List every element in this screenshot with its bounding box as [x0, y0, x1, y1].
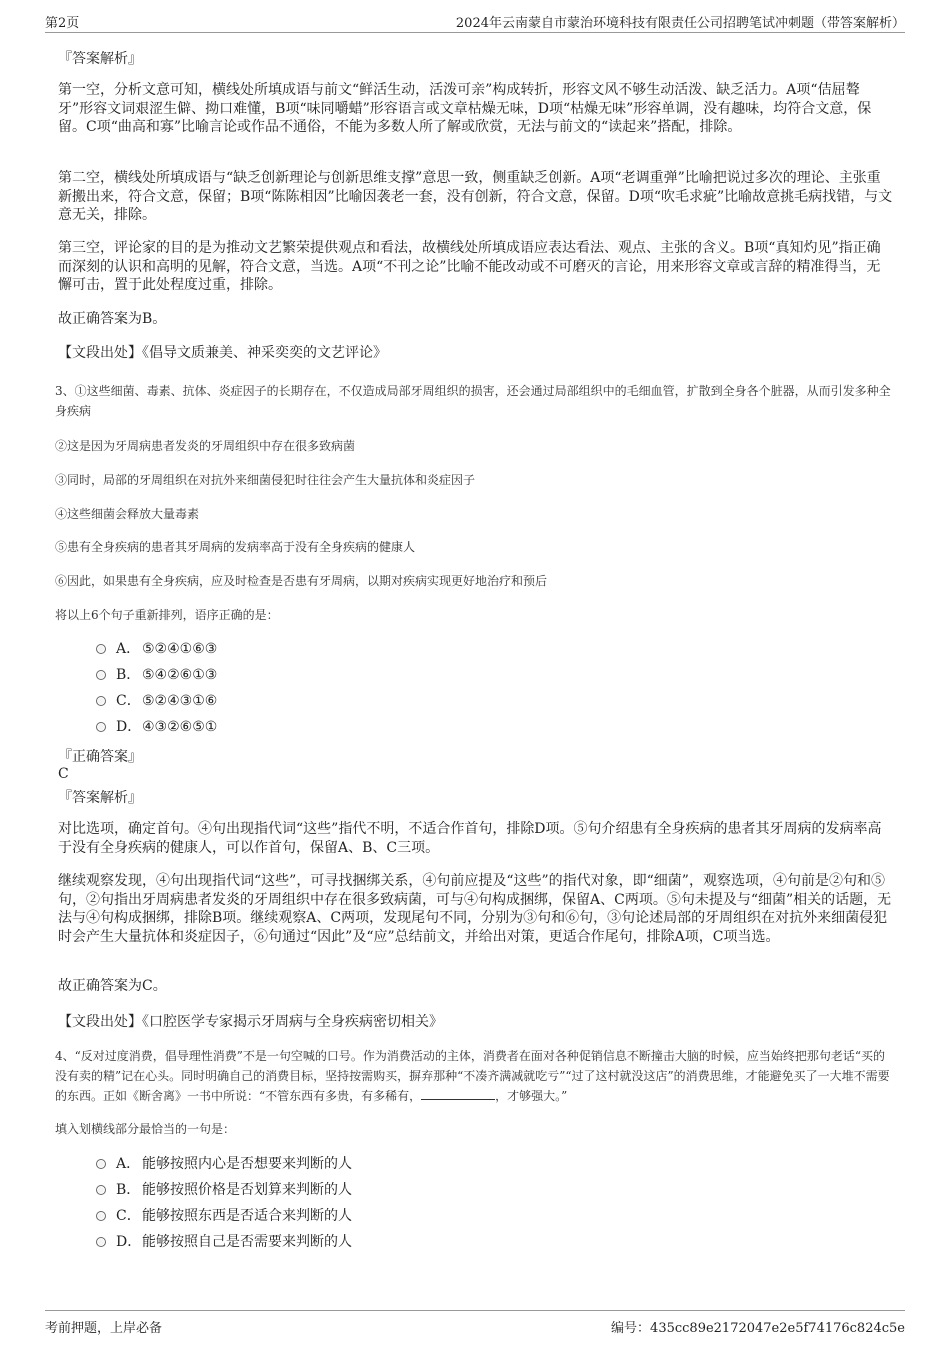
question-3-option-b[interactable]: B． ⑤④②⑥①③ [96, 666, 217, 684]
question-3-prompt: 将以上6个句子重新排列，语序正确的是： [55, 608, 279, 622]
document-title: 2024年云南蒙自市蒙治环境科技有限责任公司招聘笔试冲刺题（带答案解析） [455, 16, 905, 31]
question-3-sentence-6: ⑥因此，如果患有全身疾病，应及时检查是否患有牙周病，以期对疾病实现更好地治疗和预后 [55, 574, 548, 588]
question-3-sentence-5: ⑤患有全身疾病的患者其牙周病的发病率高于没有全身疾病的健康人 [55, 540, 416, 554]
radio-icon[interactable] [96, 1237, 106, 1247]
radio-icon[interactable] [96, 1211, 106, 1221]
question-3-sentence-2: ②这是因为牙周病患者发炎的牙周组织中存在很多致病菌 [55, 439, 356, 453]
analysis-conclusion: 故正确答案为B。 [58, 311, 167, 327]
analysis-paragraph-1: 第一空，分析文意可知，横线处所填成语与前文“鲜活生动，活泼可亲”构成转折，形容文风不够生动活泼、缺乏活力。A项“佶屈聱牙”形容文词艰涩生僻、拗口难懂，B项“味同嚼蜡”形容语言或文章枯燥无味，D项“枯燥无味”形容单调，没有趣味，均符合文意，保留。C项“曲高和寡”比喻言论或作品不通俗，不能为多数人所了解或欣赏，无法与前文的“读起来”搭配，排除。 [58, 82, 872, 135]
question-4-stem: 4、“反对过度消费，倡导理性消费”不是一句空喊的口号。作为消费活动的主体，消费者在面对各种促销信息不断撞击大脑的时候，应当始终把那句老话“买的没有卖的精”记在心头。同时明确自己的消费目标，坚持按需购买，摒弃那种“不凑齐满减就吃亏”“过了这村就没这店”的消费思维，才能避免买了一大堆不需要的东西。正如《断舍离》一书中所说：“不管东西有多贵，有多稀有， ，才够强大。” [55, 1049, 890, 1103]
radio-icon[interactable] [96, 670, 106, 680]
radio-icon[interactable] [96, 722, 106, 732]
question-4-option-d[interactable]: D．能够按照自己是否需要来判断的人 [96, 1233, 352, 1251]
radio-icon[interactable] [96, 644, 106, 654]
analysis-paragraph-1: 对比选项，确定首句。④句出现指代词“这些”指代不明，不适合作首句，排除D项。⑤句介绍患有全身疾病的患者其牙周病的发病率高于没有全身疾病的健康人，可以作首句，保留A、B、C三项。 [58, 821, 882, 856]
answer-blank [421, 1087, 495, 1100]
correct-answer-tag: 『正确答案』 [58, 749, 142, 765]
radio-icon[interactable] [96, 1159, 106, 1169]
source-citation: 【文段出处】《口腔医学专家揭示牙周病与全身疾病密切相关》 [58, 1014, 443, 1030]
radio-icon[interactable] [96, 696, 106, 706]
page-header [45, 12, 905, 33]
question-3-option-d[interactable]: D．④③②⑥⑤① [96, 718, 217, 736]
question-3-option-a[interactable]: A． ⑤②④①⑥③ [96, 640, 217, 658]
question-4-option-c[interactable]: C．能够按照东西是否适合来判断的人 [96, 1207, 352, 1225]
analysis-paragraph-2: 第二空，横线处所填成语与“缺乏创新理论与创新思维支撑”意思一致，侧重缺乏创新。A项“老调重弹”比喻把说过多次的理论、主张重新搬出来，符合文意，保留；B项“陈陈相因”比喻因袭老一套，没有创新，符合文意，保留。D项“吹毛求疵”比喻故意挑毛病找错，与文意无关，排除。 [58, 170, 893, 223]
page-number: 第2页 [45, 16, 80, 31]
page-footer [45, 1310, 905, 1336]
analysis-tag: 『答案解析』 [58, 790, 142, 806]
source-citation: 【文段出处】《倡导文质兼美、神采奕奕的文艺评论》 [58, 345, 387, 361]
analysis-paragraph-3: 第三空，评论家的目的是为推动文艺繁荣提供观点和看法，故横线处所填成语应表达看法、观点、主张的含义。B项“真知灼见”指正确而深刻的认识和高明的见解，符合文意，当选。A项“不刊之论”比喻不能改动或不可磨灭的言论，用来形容文章或言辞的精准得当，无懈可击，置于此处程度过重，排除。 [58, 240, 881, 293]
question-4-option-a[interactable]: A． 能够按照内心是否想要来判断的人 [96, 1155, 352, 1173]
document-id: 编号：435cc89e2172047e2e5f74176c824c5e [611, 1321, 905, 1336]
radio-icon[interactable] [96, 1185, 106, 1195]
correct-answer: C [58, 766, 69, 782]
question-3-sentence-1: 3、①这些细菌、毒素、抗体、炎症因子的长期存在，不仅造成局部牙周组织的损害，还会通过局部组织中的毛细血管，扩散到全身各个脏器，从而引发多种全身疾病 [55, 384, 891, 418]
question-3-sentence-4: ④这些细菌会释放大量毒素 [55, 507, 200, 521]
analysis-paragraph-2: 继续观察发现，④句出现指代词“这些”，可寻找捆绑关系，④句前应提及“这些”的指代对象，即“细菌”，观察选项，④句前是②句和⑤句，②句指出牙周病患者发炎的牙周组织中存在很多致病菌，可与④句构成捆绑，保留A、C两项。⑤句未提及与“细菌”相关的话题，无法与④句构成捆绑，排除B项。继续观察A、C两项，发现尾句不同，分别为③句和⑥句，③句论述局部的牙周组织在对抗外来细菌侵犯时会产生大量抗体和炎症因子，⑥句通过“因此”及“应”总结前文，并给出对策，更适合作尾句，排除A项，C项当选。 [58, 873, 892, 945]
footer-slogan: 考前押题，上岸必备 [45, 1321, 163, 1336]
analysis-conclusion: 故正确答案为C。 [58, 978, 167, 994]
question-3-sentence-3: ③同时，局部的牙周组织在对抗外来细菌侵犯时往往会产生大量抗体和炎症因子 [55, 473, 476, 487]
question-4-option-b[interactable]: B． 能够按照价格是否划算来判断的人 [96, 1181, 352, 1199]
question-3-option-c[interactable]: C．⑤②④③①⑥ [96, 692, 217, 710]
analysis-tag: 『答案解析』 [58, 51, 142, 67]
question-4-prompt: 填入划横线部分最恰当的一句是： [55, 1122, 236, 1136]
